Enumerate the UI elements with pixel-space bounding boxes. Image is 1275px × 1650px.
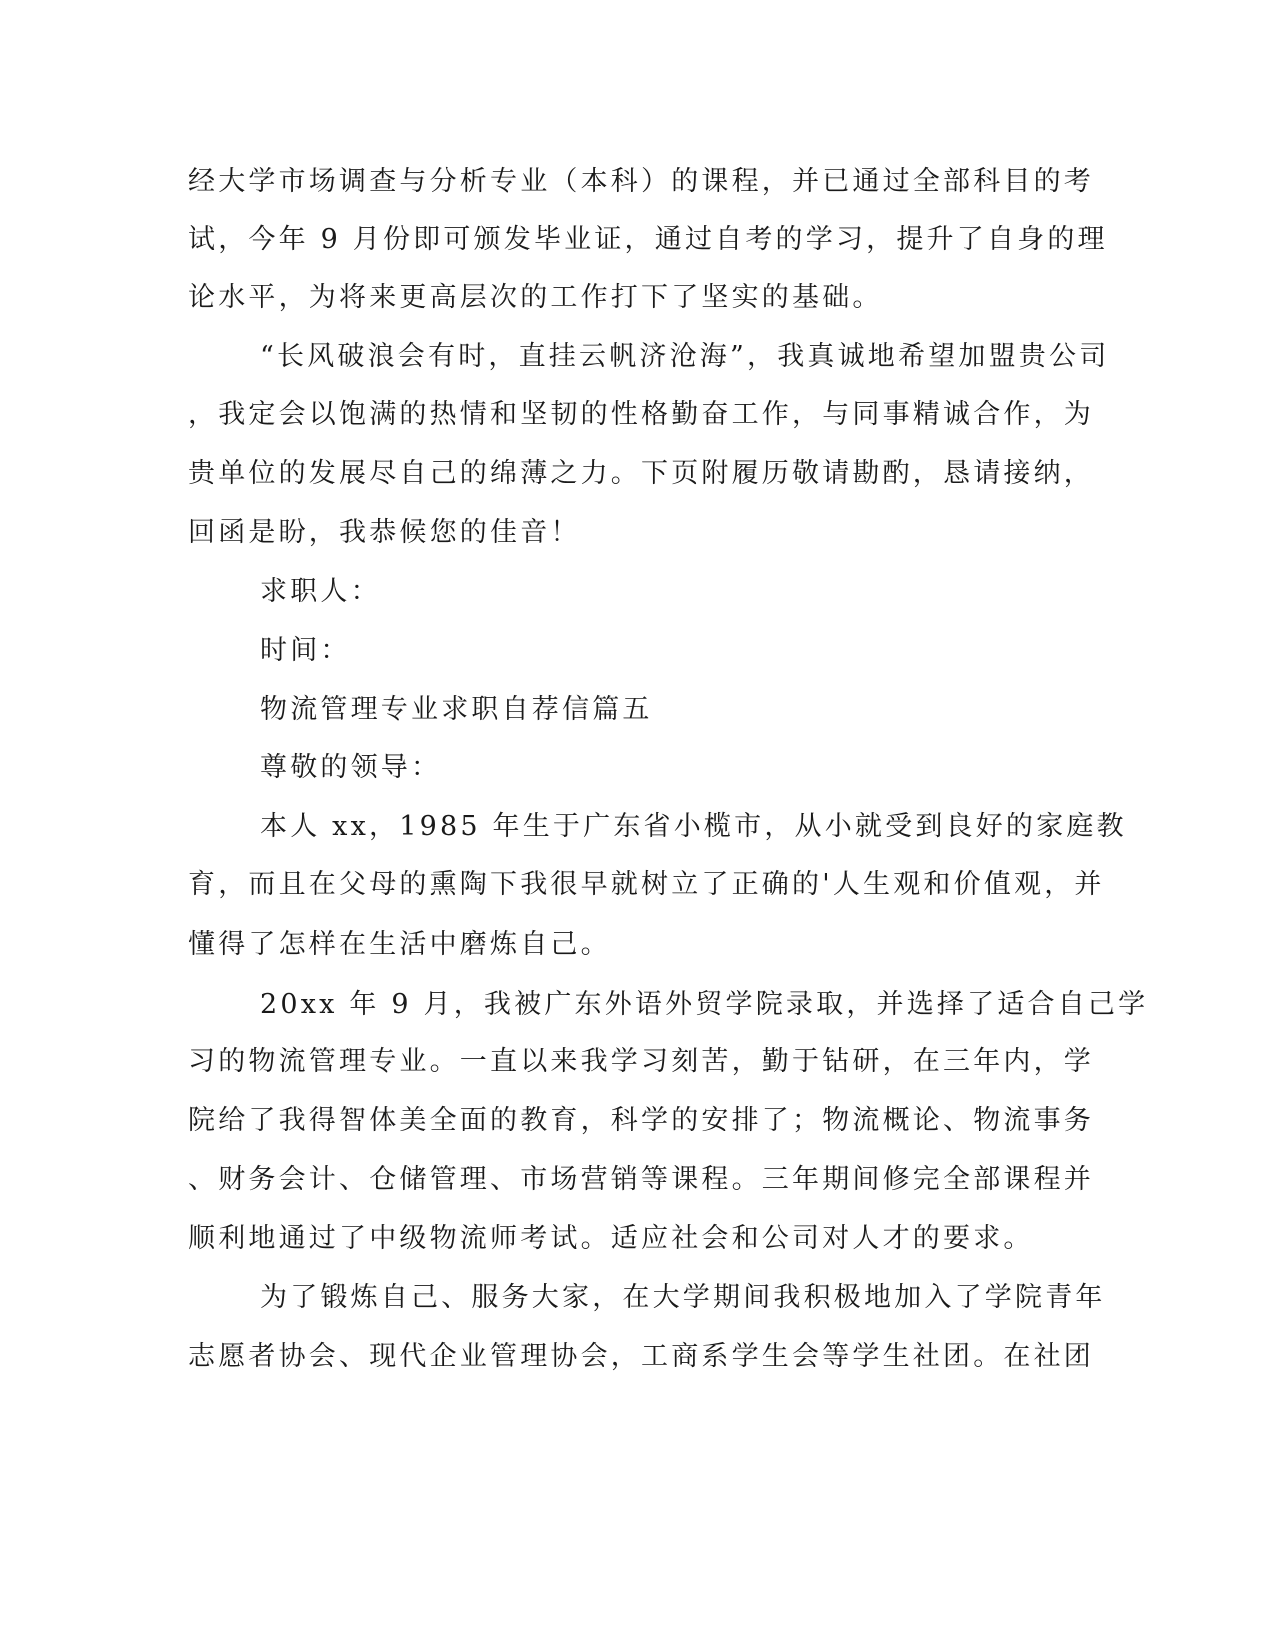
text-line: 、财务会计、仓储管理、市场营销等课程。三年期间修完全部课程并 [188, 1164, 1094, 1195]
text-line: 本人 xx，1985 年生于广东省小榄市，从小就受到良好的家庭教 [260, 811, 1127, 842]
text-line: 习的物流管理专业。一直以来我学习刻苦，勤于钻研，在三年内，学 [188, 1046, 1094, 1077]
text-line: 顺利地通过了中级物流师考试。适应社会和公司对人才的要求。 [188, 1223, 1034, 1254]
text-line: 试，今年 9 月份即可颁发毕业证，通过自考的学习，提升了自身的理 [188, 224, 1108, 255]
text-line: 育，而且在父母的熏陶下我很早就树立了正确的'人生观和价值观，并 [188, 869, 1105, 900]
signature-label: 求职人： [260, 576, 381, 607]
text-line: 院给了我得智体美全面的教育，科学的安排了；物流概论、物流事务 [188, 1105, 1094, 1136]
text-line: 志愿者协会、现代企业管理协会，工商系学生会等学生社团。在社团 [188, 1341, 1094, 1372]
text-line: “长风破浪会有时，直挂云帆济沧海”，我真诚地希望加盟贵公司 [260, 341, 1110, 372]
text-line: 回函是盼，我恭候您的佳音！ [188, 517, 581, 548]
text-line: 经大学市场调查与分析专业（本科）的课程，并已通过全部科目的考 [188, 166, 1094, 197]
text-line: 20xx 年 9 月，我被广东外语外贸学院录取，并选择了适合自己学 [260, 989, 1149, 1020]
text-line: 懂得了怎样在生活中磨炼自己。 [188, 929, 611, 960]
section-title: 物流管理专业求职自荐信篇五 [260, 694, 653, 725]
date-label: 时间： [260, 635, 351, 666]
salutation: 尊敬的领导： [260, 752, 442, 783]
text-line: ，我定会以饱满的热情和坚韧的性格勤奋工作，与同事精诚合作，为 [188, 399, 1094, 430]
text-line: 贵单位的发展尽自己的绵薄之力。下页附履历敬请勘酌，恳请接纳， [188, 458, 1094, 489]
text-line: 论水平，为将来更高层次的工作打下了坚实的基础。 [188, 282, 883, 313]
text-line: 为了锻炼自己、服务大家，在大学期间我积极地加入了学院青年 [260, 1282, 1106, 1313]
